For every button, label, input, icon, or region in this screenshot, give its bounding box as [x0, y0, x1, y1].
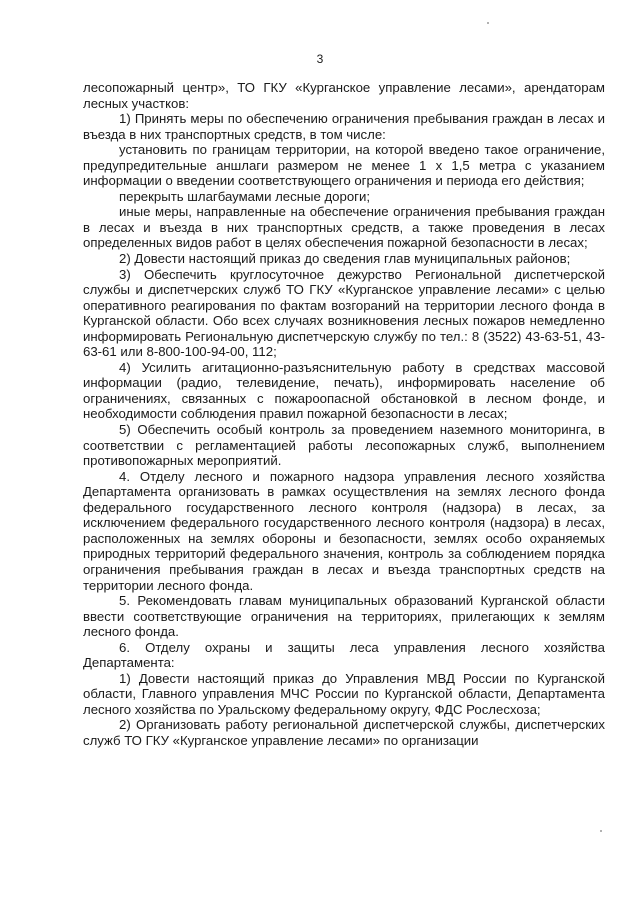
- paragraph-item-1-4: 4) Усилить агитационно-разъяснительную работу в средствах массовой информации (радио, телевидение, печать), информировать население об ограничениях, связанных с пожароопасной обстановкой в лесном фонде, и необходимости соблюдения правил пожарной безопасности в лесах;: [83, 359, 605, 422]
- scan-speck: [487, 22, 489, 24]
- paragraph-continuation: лесопожарный центр», ТО ГКУ «Курганское управление лесами», арендаторам лесных участков:: [83, 80, 605, 111]
- paragraph-item-6-1: 1) Довести настоящий приказ до Управления МВД России по Курганской области, Главного управления МЧС России по Курганской области, Департамента лесного хозяйства по Уральскому федеральному округу, ФДС Рослесхоза;: [83, 670, 605, 717]
- paragraph-item-1-1: 1) Принять меры по обеспечению ограничения пребывания граждан в лесах и въезда в них транспортных средств, в том числе:: [83, 111, 605, 142]
- paragraph-section-4: 4. Отделу лесного и пожарного надзора управления лесного хозяйства Департамента организовать в рамках осуществления на землях лесного фонда федерального государственного лесного контроля (надзора) в лесах, за исключением федерального государственного лесного контроля (надзора) в лесах, расположенных на землях обороны и безопасности, землях особо охраняемых природных территорий федерального значения, контроль за соблюдением порядка ограничения пребывания граждан в лесах и въезда транспортных средств на территории лесного фонда.: [83, 468, 605, 593]
- document-body: [83, 80, 605, 749]
- page-number: 3: [316, 52, 324, 66]
- paragraph-item-signs: установить по границам территории, на которой введено такое ограничение, предупредительные аншлаги размером не менее 1 х 1,5 метра с указанием информации о введении соответствующего ограничения и периода его действия;: [83, 142, 605, 189]
- paragraph-section-5: 5. Рекомендовать главам муниципальных образований Курганской области ввести соответствующие ограничения на территориях, прилегающих к землям лесного фонда.: [83, 593, 605, 640]
- paragraph-item-1-2: 2) Довести настоящий приказ до сведения глав муниципальных районов;: [119, 251, 571, 267]
- paragraph-item-other-measures: иные меры, направленные на обеспечение ограничения пребывания граждан в лесах и въезда в них транспортных средств, а также проведения в лесах определенных видов работ в целях обеспечения пожарной безопасности в лесах;: [83, 204, 605, 251]
- paragraph-item-1-3: 3) Обеспечить круглосуточное дежурство Региональной диспетчерской службы и диспетчерских служб ТО ГКУ «Курганское управление лесами» с целью оперативного реагирования по фактам возгораний на территории лесного фонда в Курганской области. Обо всех случаях возникновения лесных пожаров немедленно информировать Региональную диспетчерскую службу по тел.: 8 (3522) 43-63-51, 43-63-61 или 8-800-100-94-00, 112;: [83, 266, 605, 360]
- paragraph-item-6-2: 2) Организовать работу региональной диспетчерской службы, диспетчерских служб ТО ГКУ «Курганское управление лесами» по организации: [83, 717, 605, 748]
- scan-speck: [600, 830, 602, 832]
- paragraph-item-barriers: перекрыть шлагбаумами лесные дороги;: [119, 188, 371, 204]
- paragraph-item-1-5: 5) Обеспечить особый контроль за проведением наземного мониторинга, в соответствии с регламентацией работы лесопожарных служб, выполнением противопожарных мероприятий.: [83, 422, 605, 469]
- paragraph-section-6: 6. Отделу охраны и защиты леса управления лесного хозяйства Департамента:: [83, 639, 605, 671]
